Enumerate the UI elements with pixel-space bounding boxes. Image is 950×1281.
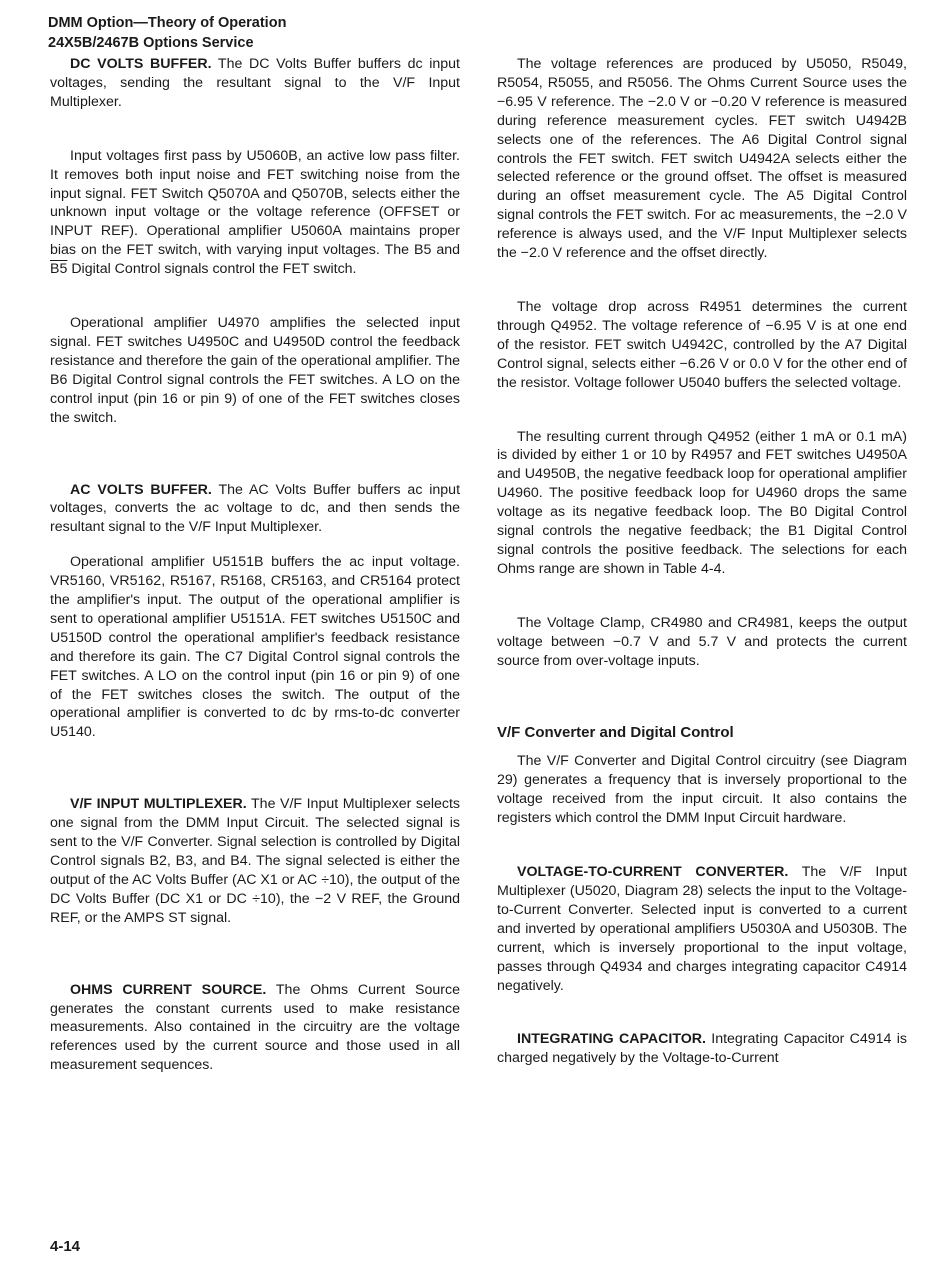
dc-volts-buffer-text: The DC Volts Buffer buffers dc input voltages, sending the resultant signal to the V/F Input Multiplexer. bbox=[50, 56, 461, 110]
dc-p2-text-b: Digital Control signals control the FET switch. bbox=[71, 261, 357, 278]
header-section-title: DMM Option—Theory of Operation bbox=[48, 15, 287, 31]
voltage-to-current-text: The V/F Input Multiplexer (U5020, Diagram 28) selects the input to the Voltage-to-Current Converter. Selected input is converted to a current and inverted by operational amplifiers U5030A and U5030B. The current, which is inversely proportional to the input voltage, passes through Q4934 and charges integrating capacitor C4914 negatively. bbox=[497, 864, 907, 994]
integrating-capacitor-text: Integrating Capacitor C4914 is charged negatively by the Voltage-to-Current bbox=[497, 1031, 907, 1067]
ac-volts-buffer-heading: AC VOLTS BUFFER. bbox=[70, 481, 212, 498]
resulting-current-paragraph: The resulting current through Q4952 (either 1 mA or 0.1 mA) is divided by either 1 or 10 by R4957 and FET switches U4950A and U4950B, the negative feedback loop for operational amplifier U4960. The positive feedback loop for U4960 drops the same voltage as its negative feedback loop. The B0 Digital Control signal controls the negative feedback; the B1 Digital Control signal controls the positive feedback. The selections for each Ohms range are shown in Table 4-4. bbox=[497, 428, 907, 577]
voltage-clamp-paragraph: The Voltage Clamp, CR4980 and CR4981, keeps the output voltage between −0.7 V and 5.7 V and protects the current source from over-voltage inputs. bbox=[497, 614, 907, 669]
ohms-current-source-heading: OHMS CURRENT SOURCE. bbox=[70, 981, 267, 998]
right-column bbox=[497, 55, 907, 1068]
dc-volts-buffer-intro bbox=[50, 55, 460, 112]
integrating-capacitor-heading: INTEGRATING CAPACITOR. bbox=[517, 1031, 706, 1048]
integrating-capacitor-paragraph bbox=[497, 1030, 907, 1068]
vf-converter-section-heading: V/F Converter and Digital Control bbox=[497, 724, 734, 742]
vf-input-multiplexer-paragraph bbox=[50, 795, 460, 927]
b5-not-signal: B5 bbox=[50, 261, 68, 278]
page-header bbox=[48, 13, 286, 53]
ac-volts-buffer-text: The AC Volts Buffer buffers ac input voltages, converts the ac voltage to dc, and then sends the resultant signal to the V/F Input Multiplexer. bbox=[50, 481, 461, 536]
left-column bbox=[50, 55, 460, 1075]
ac-volts-buffer-intro bbox=[50, 481, 460, 538]
voltage-references-paragraph: The voltage references are produced by U5050, R5049, R5054, R5055, and R5056. The Ohms Current Source uses the −6.95 V reference. The −2.0 V or −0.20 V reference is measured during reference measurement cycles. FET switch U4942B selects one of the references. The A6 Digital Control signal controls the FET switch. FET switch U4942A selects either the selected reference or the ground offset. The offset is measured during an offset measurement cycle. The A5 Digital Control signal controls the FET switch. For ac measurements, the −2.0 V reference is always used, and the V/F Input Multiplexer selects the −2.0 V reference and the offset directly. bbox=[497, 56, 907, 262]
header-manual-title: 24X5B/2467B Options Service bbox=[48, 35, 254, 51]
vf-input-multiplexer-heading: V/F INPUT MULTIPLEXER. bbox=[70, 796, 247, 813]
voltage-drop-paragraph: The voltage drop across R4951 determines the current through Q4952. The voltage reference of −6.95 V is at one end of the resistor. FET switch U4942C, controlled by the A7 Digital Control signal, selects either −6.26 V or 0.0 V for the other end of the resistor. Voltage follower U5040 buffers the selected voltage. bbox=[497, 298, 907, 391]
dc-p2-text-a: Input voltages first pass by U5060B, an active low pass filter. It removes both input noise and FET switching noise from the input signal. FET Switch Q5070A and Q5070B, selects either the unknown input voltage or the voltage reference (OFFSET or INPUT REF). Operational amplifier U5060A maintains proper bias on the FET switch, with varying input voltages. The B5 and bbox=[50, 147, 460, 259]
page-number: 4-14 bbox=[50, 1238, 81, 1255]
vf-converter-paragraph: The V/F Converter and Digital Control circuitry (see Diagram 29) generates a frequency that is inversely proportional to the voltage received from the input circuit. It also contains the registers which control the DMM Input Circuit hardware. bbox=[497, 753, 907, 827]
dc-volts-buffer-heading: DC VOLTS BUFFER. bbox=[70, 56, 212, 72]
ohms-current-source-text: The Ohms Current Source generates the constant currents used to make resistance measurements. Also contained in the circuitry are the voltage references used by the current source and those used in all measurement sequences. bbox=[50, 981, 461, 1074]
voltage-to-current-paragraph bbox=[497, 863, 907, 995]
dc-volts-paragraph-3: Operational amplifier U4970 amplifies the selected input signal. FET switches U4950C and U4950D control the feedback resistance and therefore the gain of the operational amplifier. The B6 Digital Control signal controls the FET switches. A LO on the control input (pin 16 or pin 9) of one of the FET switches closes the switch. bbox=[50, 315, 460, 426]
dc-volts-paragraph-2 bbox=[50, 147, 460, 279]
voltage-to-current-heading: VOLTAGE-TO-CURRENT CONVERTER. bbox=[517, 864, 789, 881]
vf-input-multiplexer-text: The V/F Input Multiplexer selects one signal from the DMM Input Circuit. The selected signal is sent to the V/F Converter. Signal selection is controlled by Digital Control signals B2, B3, and B4. The signal selected is either the output of the AC Volts Buffer (AC X1 or AC ÷10), the output of the DC Volts Buffer (DC X1 or DC ÷10), the −2 V REF, the Ground REF, or the AMPS ST signal. bbox=[50, 796, 461, 926]
ohms-current-source-paragraph bbox=[50, 981, 460, 1076]
ac-volts-paragraph-2: Operational amplifier U5151B buffers the ac input voltage. VR5160, VR5162, R5167, R5168, CR5163, and CR5164 protect the amplifier's input. The output of the operational amplifier is sent to operational amplifier U5151A. FET switches U5150C and U5150D control the operational amplifier's feedback resistance and therefore its gain. The C7 Digital Control signal controls the FET switches. A LO on the control input (pin 16 or pin 9) of one of the FET switches closes the switch. The output of the operational amplifier is converted to dc by rms-to-dc converter U5140. bbox=[50, 554, 460, 741]
